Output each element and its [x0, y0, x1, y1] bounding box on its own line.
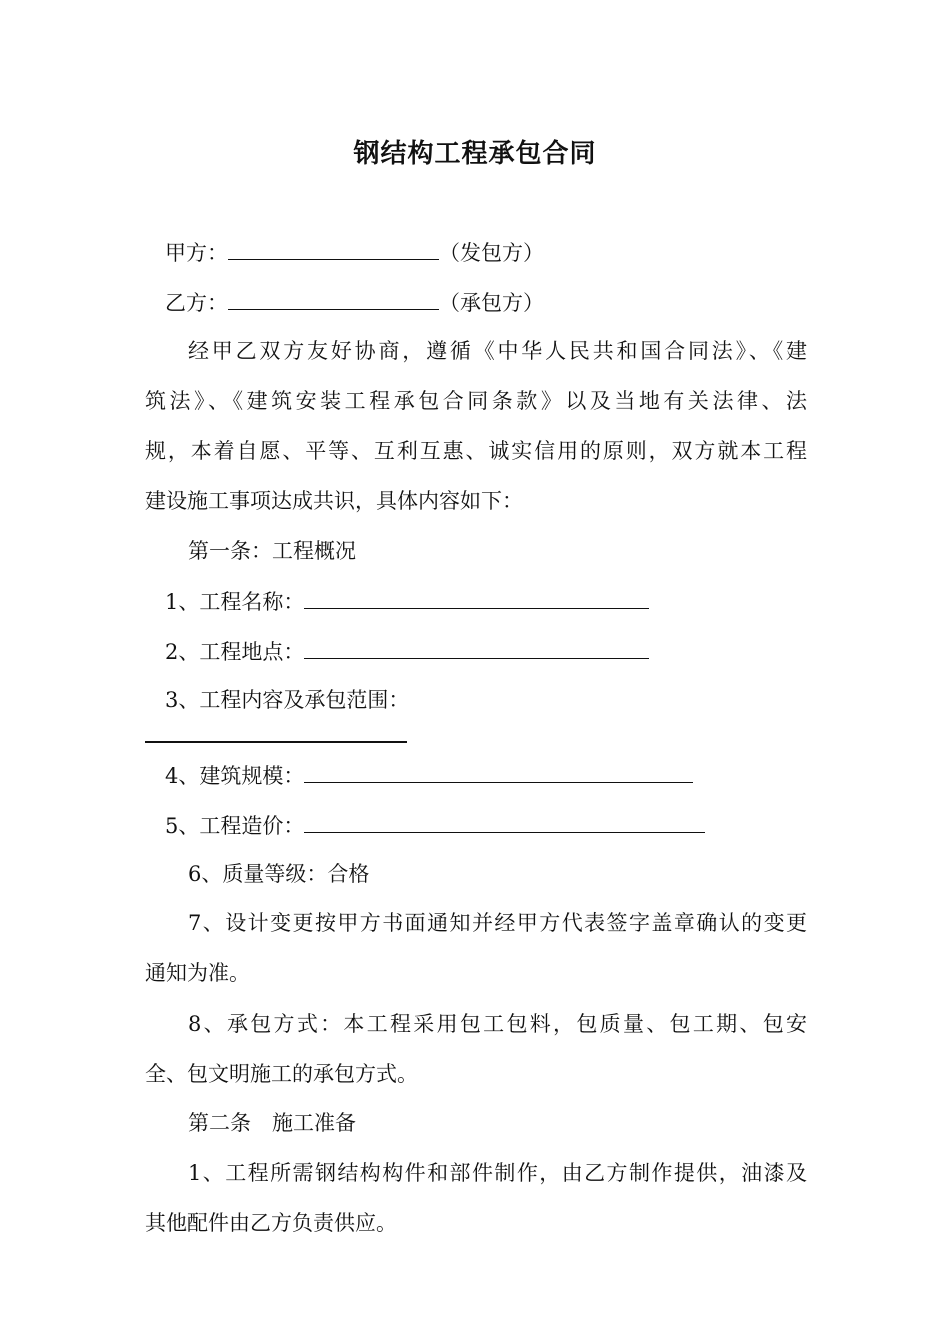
party-a-blank	[228, 237, 439, 260]
article1-item4	[165, 760, 827, 790]
article1-item2	[165, 636, 827, 666]
item5-blank	[304, 810, 705, 833]
item2-blank	[304, 636, 649, 659]
article1-item7-line1: 7、设计变更按甲方书面通知并经甲方代表签字盖章确认的变更	[188, 911, 807, 935]
party-b-line	[165, 287, 827, 317]
intro-line-3: 规，本着自愿、平等、互利互惠、诚实信用的原则，双方就本工程	[145, 439, 807, 463]
item1-blank	[304, 586, 649, 609]
item5-label: 5、工程造价：	[165, 814, 305, 838]
article1-item7-line2: 通知为准。	[145, 961, 250, 985]
intro-line-2: 筑法》、《建筑安装工程承包合同条款》以及当地有关法律、法	[145, 389, 807, 413]
item4-label: 4、建筑规模：	[165, 764, 305, 788]
article1-item5	[165, 810, 827, 840]
article1-item3	[165, 686, 827, 714]
item3-label: 3、工程内容及承包范围：	[165, 688, 410, 712]
article1-item1	[165, 586, 827, 616]
party-a-line	[165, 237, 827, 267]
article1-heading: 第一条：工程概况	[188, 539, 356, 563]
item2-label: 2、工程地点：	[165, 640, 305, 664]
item4-blank	[304, 760, 693, 783]
article1-item6: 6、质量等级：合格	[188, 862, 370, 886]
party-b-blank	[228, 287, 439, 310]
article2-heading: 第二条 施工准备	[188, 1111, 356, 1135]
party-a-label: 甲方：	[165, 241, 228, 265]
party-a-role: （发包方）	[439, 241, 544, 265]
item3-blank	[145, 741, 407, 743]
intro-line-4: 建设施工事项达成共识，具体内容如下：	[145, 489, 523, 513]
article1-item8-line2: 全、包文明施工的承包方式。	[145, 1062, 418, 1086]
article2-item1-line1: 1、工程所需钢结构构件和部件制作，由乙方制作提供，油漆及	[188, 1161, 807, 1185]
article2-item1-line2: 其他配件由乙方负责供应。	[145, 1211, 397, 1235]
intro-line-1: 经甲乙双方友好协商，遵循《中华人民共和国合同法》、《建	[188, 339, 807, 363]
item1-label: 1、工程名称：	[165, 590, 305, 614]
document-title: 钢结构工程承包合同	[353, 139, 597, 169]
party-b-label: 乙方：	[165, 291, 228, 315]
party-b-role: （承包方）	[439, 291, 544, 315]
article1-item8-line1: 8、承包方式：本工程采用包工包料，包质量、包工期、包安	[188, 1012, 807, 1036]
